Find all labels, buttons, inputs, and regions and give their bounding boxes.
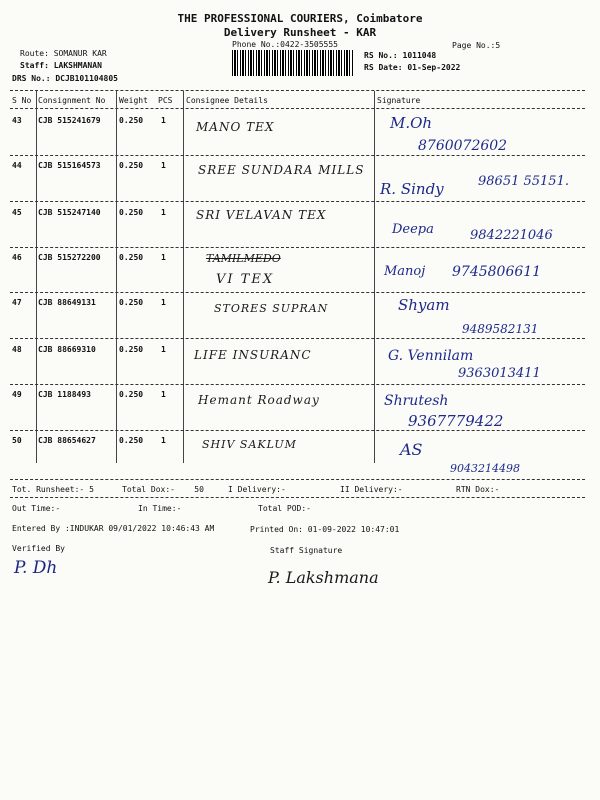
row-signature: Deepa xyxy=(392,222,434,237)
row-consignee: SRI VELAVAN TEX xyxy=(196,208,327,222)
row-phone: 9043214498 xyxy=(450,462,520,475)
verified-by-label: Verified By xyxy=(12,544,65,553)
staff-signature: P. Lakshmana xyxy=(268,568,379,587)
row-phone: 9367779422 xyxy=(408,412,504,430)
row-phone: 9842221046 xyxy=(470,228,553,243)
ii-delivery: II Delivery:- xyxy=(340,485,403,494)
row-weight: 0.250 xyxy=(119,208,144,217)
row-pcs: 1 xyxy=(161,208,166,217)
row-weight: 0.250 xyxy=(119,116,144,125)
verifier-signature: P. Dh xyxy=(14,558,58,578)
row-divider xyxy=(10,338,585,339)
row-phone: 8760072602 xyxy=(418,138,508,154)
row-pcs: 1 xyxy=(161,116,166,125)
row-consignment: CJB 515247140 xyxy=(38,208,101,217)
rtn-dox: RTN Dox:- xyxy=(456,485,500,494)
row-consignee: LIFE INSURANC xyxy=(194,348,312,362)
row-divider xyxy=(10,155,585,156)
row-consignment: CJB 1188493 xyxy=(38,390,91,399)
row-consignment: CJB 515272200 xyxy=(38,253,101,262)
row-consignee: SREE SUNDARA MILLS xyxy=(198,163,365,177)
row-weight: 0.250 xyxy=(119,345,144,354)
total-runsheet: Tot. Runsheet:- 5 xyxy=(12,485,94,494)
col-weight: Weight xyxy=(119,96,148,105)
row-pcs: 1 xyxy=(161,390,166,399)
col-consignment: Consignment No xyxy=(38,96,106,105)
row-weight: 0.250 xyxy=(119,298,144,307)
rs-number: RS No.: 1011048 xyxy=(364,51,437,60)
row-divider xyxy=(10,384,585,385)
row-weight: 0.250 xyxy=(119,161,144,170)
row-consignee: STORES SUPRAN xyxy=(214,302,329,315)
row-sno: 45 xyxy=(12,208,22,217)
column-line xyxy=(374,91,375,463)
out-time: Out Time:- xyxy=(12,504,61,513)
row-sno: 43 xyxy=(12,116,22,125)
printed-on: Printed On: 01-09-2022 10:47:01 xyxy=(250,525,400,534)
row-pcs: 1 xyxy=(161,298,166,307)
row-weight: 0.250 xyxy=(119,436,144,445)
row-consignment: CJB 515164573 xyxy=(38,161,101,170)
row-phone: 9745806611 xyxy=(452,264,542,280)
divider xyxy=(10,108,585,109)
row-pcs: 1 xyxy=(161,436,166,445)
total-pod: Total POD:- xyxy=(258,504,311,513)
row-sno: 46 xyxy=(12,253,22,262)
row-consignment: CJB 515241679 xyxy=(38,116,101,125)
row-signature: M.Oh xyxy=(390,114,433,132)
row-weight: 0.250 xyxy=(119,253,144,262)
row-divider xyxy=(10,247,585,248)
company-name: THE PROFESSIONAL COURIERS, Coimbatore xyxy=(177,12,423,25)
row-divider xyxy=(10,292,585,293)
column-line xyxy=(36,91,37,463)
row-phone: 9489582131 xyxy=(462,322,539,336)
row-signature: G. Vennilam xyxy=(388,348,474,364)
total-dox: Total Dox:- 50 xyxy=(122,485,204,494)
row-consignment: CJB 88654627 xyxy=(38,436,96,445)
row-consignment: CJB 88669310 xyxy=(38,345,96,354)
row-consignee: SHIV SAKLUM xyxy=(202,438,297,451)
row-sno: 49 xyxy=(12,390,22,399)
i-delivery: I Delivery:- xyxy=(228,485,286,494)
col-pcs: PCS xyxy=(158,96,173,105)
entered-by: Entered By :INDUKAR 09/01/2022 10:46:43 AM xyxy=(12,524,215,533)
row-consignee: VI TEX xyxy=(216,272,275,287)
row-consignee: Hemant Roadway xyxy=(198,393,320,407)
rs-date: RS Date: 01-Sep-2022 xyxy=(364,63,461,72)
row-divider xyxy=(10,201,585,202)
divider xyxy=(10,497,585,498)
row-signature: R. Sindy xyxy=(380,180,444,198)
barcode xyxy=(232,50,354,76)
row-phone: 98651 55151. xyxy=(478,174,569,189)
row-sno: 47 xyxy=(12,298,22,307)
row-pcs: 1 xyxy=(161,345,166,354)
runsheet-title: Delivery Runsheet - KAR xyxy=(223,26,377,39)
phone-number: Phone No.:0422-3505555 xyxy=(232,40,338,49)
column-line xyxy=(183,91,184,463)
row-sno: 48 xyxy=(12,345,22,354)
divider xyxy=(10,479,585,480)
row-signature: AS xyxy=(400,440,423,459)
col-sno: S No xyxy=(12,96,32,105)
page-number: Page No.:5 xyxy=(452,41,501,50)
staff-signature-label: Staff Signature xyxy=(270,546,343,555)
row-sno: 44 xyxy=(12,161,22,170)
row-pcs: 1 xyxy=(161,253,166,262)
divider xyxy=(10,90,585,91)
row-divider xyxy=(10,430,585,431)
staff: Staff: LAKSHMANAN xyxy=(20,61,102,70)
route: Route: SOMANUR KAR xyxy=(20,49,107,58)
row-signature: Shrutesh xyxy=(384,393,449,409)
row-signature: Manoj xyxy=(384,264,426,279)
row-pcs: 1 xyxy=(161,161,166,170)
row-sno: 50 xyxy=(12,436,22,445)
row-phone: 9363013411 xyxy=(458,366,541,381)
struck-consignee: TAMILMEDO xyxy=(206,252,281,265)
in-time: In Time:- xyxy=(138,504,182,513)
row-weight: 0.250 xyxy=(119,390,144,399)
column-line xyxy=(116,91,117,463)
col-signature: Signature xyxy=(377,96,421,105)
row-consignee: MANO TEX xyxy=(196,120,275,134)
row-consignment: CJB 88649131 xyxy=(38,298,96,307)
row-signature: Shyam xyxy=(398,296,450,314)
drs-number: DRS No.: DCJB101104805 xyxy=(12,74,118,83)
col-consignee: Consignee Details xyxy=(186,96,268,105)
